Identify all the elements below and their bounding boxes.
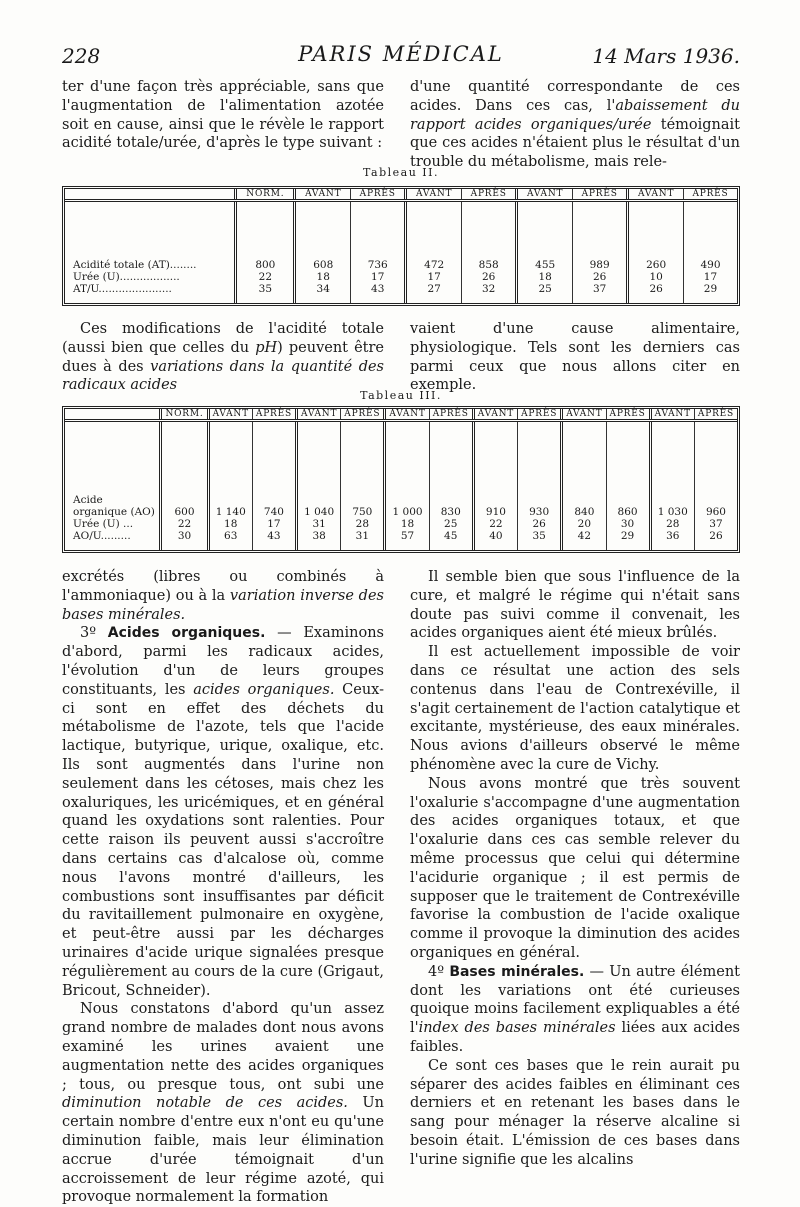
table-cell: 35 xyxy=(258,283,273,295)
row-label: Urée (U) ... xyxy=(73,518,134,530)
issue-date: 14 Mars 1936. xyxy=(592,44,740,68)
table-cell: 27 xyxy=(427,283,441,295)
column-header: AVANT xyxy=(517,189,573,201)
table-cell: 43 xyxy=(267,530,281,542)
table-cell: 45 xyxy=(444,530,458,542)
column-header: APRÈS xyxy=(518,409,562,421)
intro-right-column xyxy=(410,78,740,172)
data-column xyxy=(208,421,252,551)
main-right-column xyxy=(410,568,740,1170)
table-cell: 26 xyxy=(532,518,546,530)
table-cell: 57 xyxy=(400,530,415,542)
intro-left-column xyxy=(62,78,384,153)
table-cell: 18 xyxy=(538,271,552,283)
intro-right-text: d'une quantité correspondante de ces acides. Dans ces cas, l'abaissement du rapport acides organiques/urée témoignait que ces acides n'étaient plus le résultat d'un trouble du métabolisme, mais rele- xyxy=(410,79,740,171)
table-cell: 38 xyxy=(312,530,326,542)
table-cell: 18 xyxy=(316,271,330,283)
table-cell: 1 000 xyxy=(392,506,423,518)
column-header: APRÈS xyxy=(572,189,627,201)
table-2-caption: Tableau II. xyxy=(363,166,439,179)
row-labels xyxy=(65,201,236,304)
table-cell: 860 xyxy=(617,506,638,518)
table-cell: 1 040 xyxy=(304,506,335,518)
table-cell: 18 xyxy=(224,518,238,530)
data-column xyxy=(628,201,684,304)
table-cell: 31 xyxy=(312,518,326,530)
column-header: NORM. xyxy=(161,409,208,421)
row-label: AT/U...................... xyxy=(73,283,172,295)
paragraph-excretes: excrétés (libres ou combinés à l'ammoniaque) ou à la variation inverse des bases minérales. xyxy=(62,569,384,623)
column-header: APRÈS xyxy=(351,189,406,201)
column-header: AVANT xyxy=(628,189,684,201)
section-heading-acides-organiques: Acides organiques. xyxy=(107,625,266,642)
table-header-row xyxy=(65,409,737,421)
page-number: 228 xyxy=(62,44,101,68)
table-2 xyxy=(62,186,740,306)
row-label: Urée (U).................. xyxy=(73,271,180,283)
column-header: AVANT xyxy=(650,409,694,421)
section-heading-bases-minerales: Bases minérales. xyxy=(449,963,585,980)
paragraph-contrexeville: Il est actuellement impossible de voir dans ce résultat une action des sels contenus dans l'eau de Contrexéville, il s'agit certainement de l'action catalytique et excitante, mystérieuse, des eaux minérales. Nous avions d'ailleurs observé le même phénomène avec la cure de Vichy. xyxy=(410,644,740,773)
table-corner-cell xyxy=(65,189,236,201)
data-column xyxy=(572,201,627,304)
table-cell: 989 xyxy=(589,259,610,271)
table-cell: 26 xyxy=(649,283,663,295)
table-cell: 34 xyxy=(316,283,330,295)
table-cell: 960 xyxy=(705,506,726,518)
table-cell: 472 xyxy=(424,259,445,271)
data-column xyxy=(295,201,351,304)
table-cell: 858 xyxy=(478,259,499,271)
data-column xyxy=(351,201,406,304)
table-cell: 22 xyxy=(489,518,503,530)
column-header: AVANT xyxy=(385,409,429,421)
table-cell: 25 xyxy=(444,518,458,530)
paragraph-influence-cure: Il semble bien que sous l'influence de la cure, et malgré le régime qui n'était sans doute pas suivi comme il convenait, les acides organiques aient été mieux brûlés. xyxy=(410,569,740,642)
data-column xyxy=(161,421,208,551)
column-header: AVANT xyxy=(208,409,252,421)
column-header: AVANT xyxy=(562,409,606,421)
row-label: Acidité totale (AT)........ xyxy=(73,259,197,271)
data-column xyxy=(385,421,429,551)
column-header: AVANT xyxy=(473,409,517,421)
table-cell: 608 xyxy=(313,259,334,271)
intro-left-text: ter d'une façon très appréciable, sans que l'augmentation de l'alimentation azotée soit en cause, ainsi que le révèle le rapport acidité totale/urée, d'après le type suivant : xyxy=(62,79,384,152)
paragraph-oxalurie: Nous avons montré que très souvent l'oxalurie s'accompagne d'une augmentation des acides organiques totaux, et que l'oxalurie dans ces cas semble relever du même processus que celui qui détermine l'acidurie organique ; il est permis de supposer que le traitement de Contrexéville favorise la combustion de l'acide oxalique comme il provoque la diminution des acides organiques en général. xyxy=(410,775,740,961)
table-cell: 1 030 xyxy=(657,506,688,518)
table-header-row xyxy=(65,189,737,201)
table-cell: 26 xyxy=(709,530,723,542)
data-column xyxy=(683,201,737,304)
data-column xyxy=(517,201,573,304)
table-cell: 26 xyxy=(481,271,496,283)
row-labels xyxy=(65,421,161,551)
table-cell: 740 xyxy=(263,506,284,518)
table-cell: 18 xyxy=(400,518,415,530)
data-column xyxy=(650,421,694,551)
table-cell: 40 xyxy=(489,530,503,542)
table-cell: 490 xyxy=(700,259,721,271)
table-cell: 26 xyxy=(592,271,607,283)
paragraph-constatons: Nous constatons d'abord qu'un assez grand nombre de malades dont nous avons examiné les urines avaient une augmentation nette des acides organiques ; tous, ou presque tous, ont subi une diminution notable de ces acides. Un certain nombre d'entre eux n'ont eu qu'une diminution faible, mais leur élimination accrue d'urée témoignait d'un accroissement de leur régime azoté, qui provoque normalement la formation xyxy=(62,1001,384,1206)
table-cell: 43 xyxy=(371,283,385,295)
table-cell: 32 xyxy=(481,283,496,295)
column-header: APRÈS xyxy=(694,409,737,421)
data-column xyxy=(406,201,462,304)
column-header: APRÈS xyxy=(252,409,296,421)
data-column xyxy=(694,421,737,551)
data-column xyxy=(296,421,340,551)
table-cell: 910 xyxy=(485,506,506,518)
column-header: APRÈS xyxy=(462,189,517,201)
table-cell: 17 xyxy=(427,271,441,283)
column-header: APRÈS xyxy=(683,189,737,201)
table-2-grid xyxy=(65,189,737,303)
column-header: NORM. xyxy=(236,189,295,201)
table-cell: 22 xyxy=(258,271,273,283)
table-cell: 36 xyxy=(666,530,680,542)
table-cell: 31 xyxy=(355,530,370,542)
table-cell: 37 xyxy=(592,283,607,295)
paragraph-rein-bases: Ce sont ces bases que le rein aurait pu séparer des acides faibles en éliminant ces derniers et en retenant les bases dans le sang pour ménager la réserve alcaline si besoin était. L'émission de ces bases dans l'urine signifie que les alcalins xyxy=(410,1057,740,1168)
table-cell: 736 xyxy=(367,259,388,271)
column-header: APRÈS xyxy=(606,409,650,421)
table-3 xyxy=(62,406,740,553)
table-cell: 30 xyxy=(177,530,192,542)
middle-left-column xyxy=(62,320,384,395)
data-column xyxy=(429,421,473,551)
middle-right-text: vaient d'une cause alimentaire, physiologique. Tels sont les derniers cas parmi ceux que nous allons citer en exemple. xyxy=(410,321,740,394)
table-cell: 830 xyxy=(440,506,461,518)
table-cell: 42 xyxy=(577,530,592,542)
table-cell: 20 xyxy=(577,518,592,530)
table-cell: 29 xyxy=(703,283,718,295)
table-cell: 10 xyxy=(649,271,663,283)
table-cell: 260 xyxy=(646,259,667,271)
table-cell: 29 xyxy=(620,530,635,542)
column-header: AVANT xyxy=(295,189,351,201)
table-cell: 17 xyxy=(371,271,385,283)
table-cell: 30 xyxy=(620,518,635,530)
data-column xyxy=(518,421,562,551)
table-cell: 28 xyxy=(355,518,370,530)
table-cell: 63 xyxy=(224,530,238,542)
table-data-row xyxy=(65,201,737,304)
table-cell: 800 xyxy=(255,259,276,271)
table-cell: 17 xyxy=(703,271,718,283)
table-3-grid xyxy=(65,409,737,550)
data-column xyxy=(462,201,517,304)
table-cell: 600 xyxy=(174,506,195,518)
data-column xyxy=(562,421,606,551)
column-header: APRÈS xyxy=(429,409,473,421)
page-header xyxy=(62,42,740,72)
table-cell: 455 xyxy=(535,259,556,271)
column-header: AVANT xyxy=(296,409,340,421)
table-data-row xyxy=(65,421,737,551)
table-cell: 1 140 xyxy=(215,506,246,518)
table-cell: 17 xyxy=(267,518,281,530)
table-cell: 37 xyxy=(709,518,723,530)
table-cell: 840 xyxy=(574,506,595,518)
table-cell: 22 xyxy=(177,518,192,530)
table-cell: 750 xyxy=(352,506,373,518)
paragraph-acides-organiques: 3º Acides organiques. — Examinons d'abord, parmi les radicaux acides, l'évolution d'un de leurs groupes constituants, les acides organiques. Ceux-ci sont en effet des déchets du métabolisme de l'azote, tels que l'acide lactique, butyrique, urique, oxalique, etc. Ils sont augmentés dans l'urine non seulement dans les cétoses, mais chez les oxaluriques, les uricémiques, et en général quand les oxydations sont ralenties. Pour cette raison ils peuvent aussi s'accroître dans certains cas d'alcalose où, comme nous l'avons montré d'ailleurs, les combustions sont insuffisantes par déficit du ravitaillement pulmonaire en oxygène, et peut-être aussi par les décharges urinaires d'acide urique signalées presque régulièrement au cours de la cure (Grigaut, Bricout, Schneider). xyxy=(62,625,384,999)
table-cell: 930 xyxy=(529,506,550,518)
main-left-column xyxy=(62,568,384,1207)
table-corner-cell xyxy=(65,409,161,421)
journal-title: PARIS MÉDICAL xyxy=(298,42,504,66)
table-cell: 35 xyxy=(532,530,546,542)
column-header: APRÈS xyxy=(341,409,385,421)
table-cell: 25 xyxy=(538,283,552,295)
middle-left-text: Ces modifications de l'acidité totale (aussi bien que celles du pH) peuvent être dues à des variations dans la quantité des radicaux acides xyxy=(62,321,385,394)
row-label: AO/U......... xyxy=(73,530,131,542)
row-label: Acide organique (AO) xyxy=(73,494,155,518)
data-column xyxy=(236,201,295,304)
column-header: AVANT xyxy=(406,189,462,201)
middle-right-column xyxy=(410,320,740,395)
data-column xyxy=(606,421,650,551)
data-column xyxy=(473,421,517,551)
data-column xyxy=(341,421,385,551)
paragraph-bases-minerales: 4º Bases minérales. — Un autre élément dont les variations ont été curieuses quoique moins facilement expliquables a été l'index des bases minérales liées aux acides faibles. xyxy=(410,963,740,1055)
table-3-caption: Tableau III. xyxy=(360,389,442,402)
table-cell: 28 xyxy=(666,518,680,530)
data-column xyxy=(252,421,296,551)
